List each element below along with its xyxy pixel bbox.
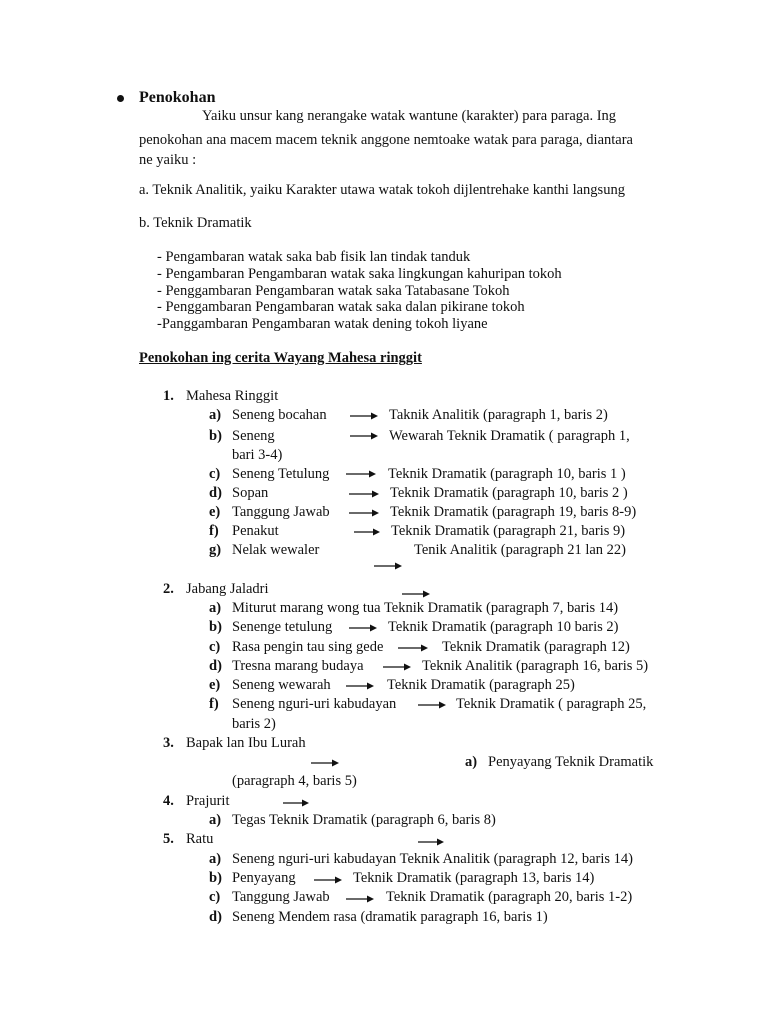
trait-technique: Teknik Dramatik ( paragraph 25, [456, 696, 647, 712]
trait-technique: Teknik Dramatik (paragraph 12) [442, 639, 630, 655]
arrow-icon [402, 589, 430, 599]
trait-letter: c) [209, 639, 221, 655]
character-name: Ratu [186, 831, 214, 847]
trait-text: Tanggung Jawab [232, 889, 330, 905]
dramatik-item: - Penggambaran Pengambaran watak saka dalan pikirane tokoh [157, 299, 525, 315]
trait-text: Penyayang [232, 870, 296, 886]
trait-text: Seneng bocahan [232, 407, 327, 423]
trait-text: Rasa pengin tau sing gede [232, 639, 384, 655]
character-name: Bapak lan Ibu Lurah [186, 735, 306, 751]
trait-text: Nelak wewaler [232, 542, 320, 558]
trait-text: Seneng [232, 428, 275, 444]
arrow-icon [350, 431, 378, 441]
arrow-icon [354, 527, 380, 537]
character-number: 4. [163, 793, 174, 809]
page-heading: Penokohan [139, 89, 216, 106]
trait-technique: Teknik Analitik (paragraph 16, baris 5) [422, 658, 649, 674]
trait-technique: Teknik Dramatik (paragraph 10 baris 2) [388, 619, 619, 635]
trait-text: Penyayang Teknik Dramatik [488, 754, 654, 770]
section-title: Penokohan ing cerita Wayang Mahesa ringgit [139, 350, 422, 366]
trait-text: Penakut [232, 523, 279, 539]
trait-technique: Teknik Dramatik (paragraph 25) [387, 677, 575, 693]
trait-text: Seneng Tetulung [232, 466, 330, 482]
trait-letter: f) [209, 523, 219, 539]
intro-line-1: Yaiku unsur kang nerangake watak wantune (karakter) para paraga. Ing [202, 108, 617, 124]
heading-bullet [117, 95, 124, 102]
trait-text: Tresna marang budaya [232, 658, 364, 674]
dramatik-item: - Pengambaran Pengambaran watak saka lingkungan kahuripan tokoh [157, 266, 562, 282]
intro-line-3: ne yaiku : [139, 152, 197, 168]
trait-letter: a) [209, 600, 222, 616]
arrow-icon [349, 489, 379, 499]
trait-letter: d) [209, 658, 222, 674]
trait-letter: d) [209, 485, 222, 501]
technique-a: a. Teknik Analitik, yaiku Karakter utawa watak tokoh dijlentrehake kanthi langsung [139, 182, 625, 198]
trait-text: Tegas Teknik Dramatik (paragraph 6, baris 8) [232, 812, 496, 828]
trait-technique: Teknik Dramatik (paragraph 10, baris 1 ) [388, 466, 626, 482]
trait-technique: Teknik Dramatik (paragraph 19, baris 8-9) [390, 504, 637, 520]
trait-letter: d) [209, 909, 222, 925]
arrow-icon [398, 643, 428, 653]
character-name: Prajurit [186, 793, 230, 809]
arrow-icon [346, 469, 376, 479]
intro-line-2: penokohan ana macem macem teknik anggone nemtoake watak para paraga, diantara [139, 132, 633, 148]
trait-technique-cont: bari 3-4) [232, 447, 283, 463]
trait-text: Seneng wewarah [232, 677, 331, 693]
trait-technique: Teknik Dramatik (paragraph 13, baris 14) [353, 870, 595, 886]
trait-letter: a) [209, 407, 222, 423]
arrow-icon [349, 623, 377, 633]
trait-text: Senenge tetulung [232, 619, 333, 635]
arrow-icon [383, 662, 411, 672]
trait-text: Seneng Mendem rasa (dramatik paragraph 16, baris 1) [232, 909, 548, 925]
trait-technique: Tenik Analitik (paragraph 21 lan 22) [414, 542, 626, 558]
trait-letter: g) [209, 542, 222, 558]
trait-letter: c) [209, 889, 221, 905]
character-number: 1. [163, 388, 174, 404]
arrow-icon [374, 561, 402, 571]
arrow-icon [314, 875, 342, 885]
trait-text: Sopan [232, 485, 269, 501]
arrow-icon [346, 894, 374, 904]
trait-technique: Teknik Dramatik (paragraph 20, baris 1-2) [386, 889, 633, 905]
arrow-icon [346, 681, 374, 691]
trait-letter: e) [209, 677, 221, 693]
trait-technique-cont: (paragraph 4, baris 5) [232, 773, 357, 789]
trait-letter: b) [209, 870, 222, 886]
trait-technique: Wewarah Teknik Dramatik ( paragraph 1, [389, 428, 630, 444]
arrow-icon [350, 411, 378, 421]
trait-letter: a) [209, 851, 222, 867]
dramatik-item: - Penggambaran Pengambaran watak saka Tatabasane Tokoh [157, 283, 510, 299]
trait-technique: Taknik Analitik (paragraph 1, baris 2) [389, 407, 608, 423]
dramatik-item: -Panggambaran Pengambaran watak dening tokoh liyane [157, 316, 488, 332]
character-number: 5. [163, 831, 174, 847]
arrow-icon [418, 700, 446, 710]
character-name: Jabang Jaladri [186, 581, 269, 597]
arrow-icon [418, 837, 444, 847]
character-number: 2. [163, 581, 174, 597]
character-number: 3. [163, 735, 174, 751]
trait-letter: c) [209, 466, 221, 482]
trait-text: Tanggung Jawab [232, 504, 330, 520]
trait-text: Miturut marang wong tua Teknik Dramatik (paragraph 7, baris 14) [232, 600, 619, 616]
trait-text: Seneng nguri-uri kabudayan [232, 696, 397, 712]
trait-letter: f) [209, 696, 219, 712]
trait-letter: e) [209, 504, 221, 520]
trait-letter: a) [209, 812, 222, 828]
trait-text: Seneng nguri-uri kabudayan Teknik Analitik (paragraph 12, baris 14) [232, 851, 633, 867]
trait-letter: b) [209, 428, 222, 444]
arrow-icon [349, 508, 379, 518]
arrow-icon [311, 758, 339, 768]
trait-letter: a) [465, 754, 478, 770]
trait-technique-cont: baris 2) [232, 716, 276, 732]
dramatik-item: - Pengambaran watak saka bab fisik lan tindak tanduk [157, 249, 471, 265]
technique-b: b. Teknik Dramatik [139, 215, 252, 231]
character-name: Mahesa Ringgit [186, 388, 279, 404]
arrow-icon [283, 798, 309, 808]
trait-technique: Teknik Dramatik (paragraph 10, baris 2 ) [390, 485, 628, 501]
trait-letter: b) [209, 619, 222, 635]
trait-technique: Teknik Dramatik (paragraph 21, baris 9) [391, 523, 626, 539]
